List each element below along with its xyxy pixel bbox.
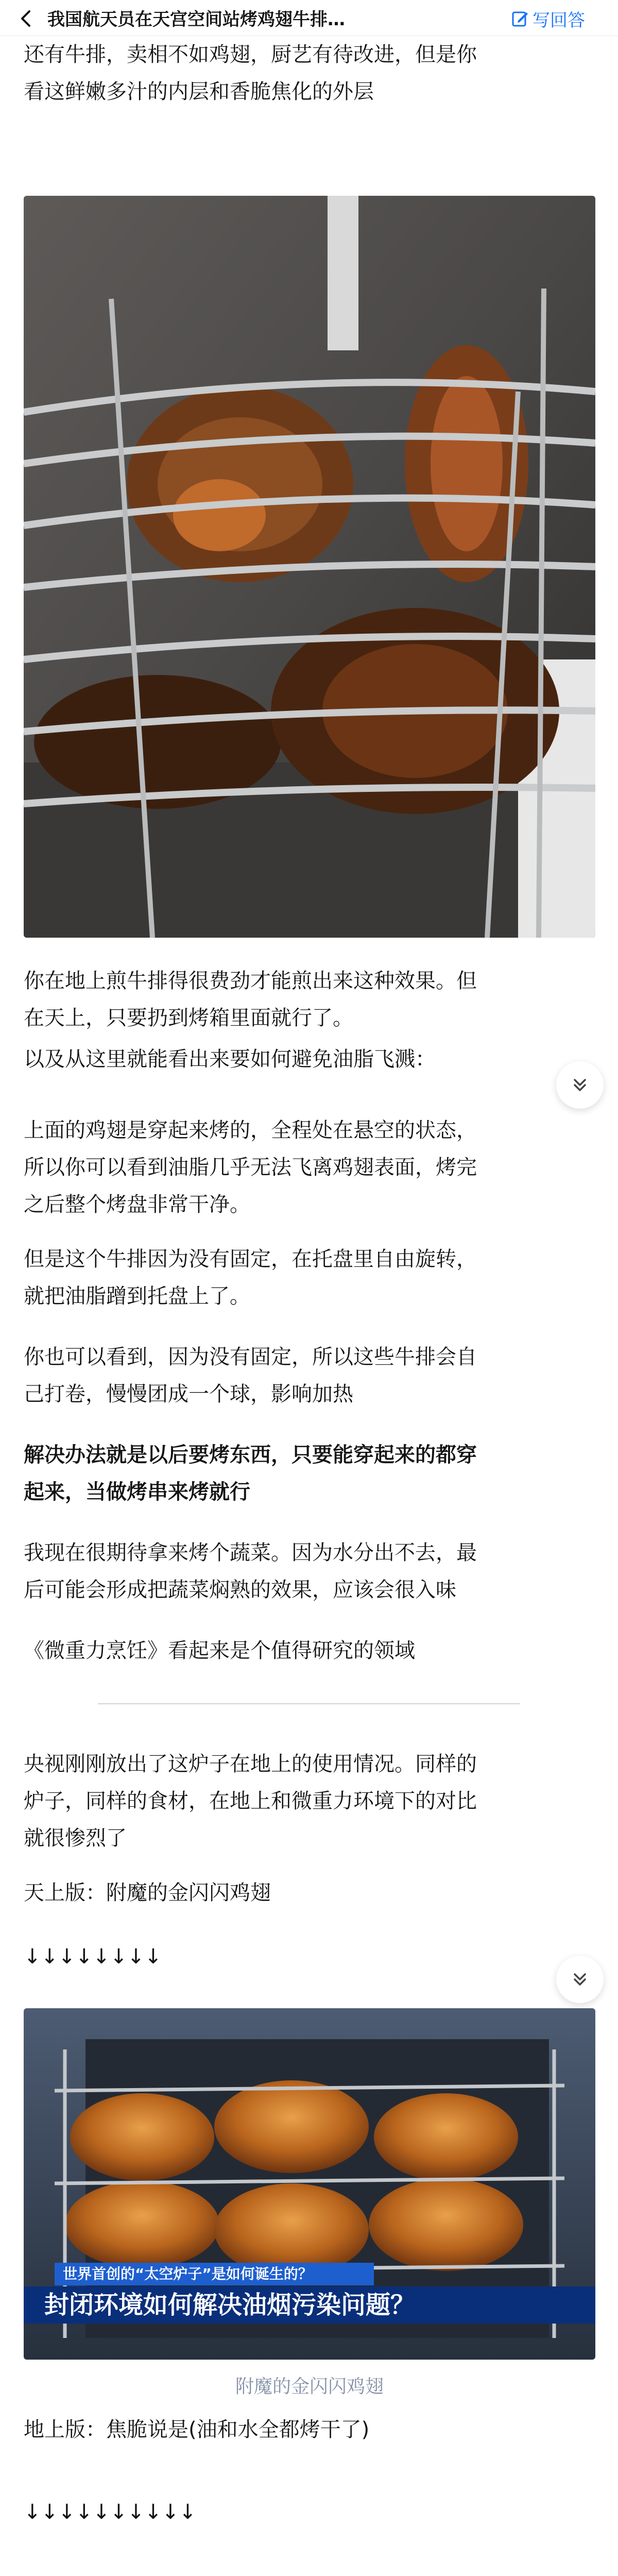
collapse-button[interactable]: [556, 1956, 604, 2003]
paragraph-3: [24, 1041, 595, 1078]
double-chevron-down-icon: [571, 1076, 589, 1094]
top-bar: [0, 0, 618, 36]
write-answer-button[interactable]: [489, 7, 607, 30]
text-line: 以及从这里就能看出来要如何避免油脂飞溅：: [24, 1047, 436, 1071]
paragraph-4: [24, 1112, 595, 1223]
text-line: ↓↓↓↓↓↓↓↓: [24, 1945, 162, 1969]
text-line: 天上版：附魔的金闪闪鸡翅: [24, 1881, 271, 1905]
text-line: 之后整个烤盘非常干净。: [24, 1193, 250, 1216]
paragraph-1: [24, 36, 595, 110]
text-line: 在天上，只要扔到烤箱里面就行了。: [24, 1006, 353, 1030]
text-line: 看这鲜嫩多汁的内层和香脆焦化的外层: [24, 80, 374, 104]
double-chevron-down-icon: [571, 1970, 589, 1989]
text-line: 还有牛排，卖相不如鸡翅，厨艺有待改进，但是你: [24, 43, 477, 66]
caption-big: 封闭环境如何解决油烟污染问题？: [24, 2286, 595, 2324]
arrows-2: [24, 2494, 595, 2531]
paragraph-7-bold: [24, 1436, 595, 1511]
text-line: ↓↓↓↓↓↓↓↓↓↓: [24, 2500, 197, 2524]
caption-small: 世界首创的“太空炉子”是如何诞生的？: [55, 2263, 374, 2285]
text-line: 央视刚刚放出了这炉子在地上的使用情况。同样的: [24, 1752, 477, 1776]
text-line: 就很惨烈了: [24, 1826, 127, 1850]
text-line: 上面的鸡翅是穿起来烤的，全程处在悬空的状态，: [24, 1118, 477, 1142]
collapse-button[interactable]: [556, 1061, 604, 1109]
text-line: 你也可以看到，因为没有固定，所以这些牛排会自: [24, 1345, 477, 1369]
paragraph-10: [24, 1745, 595, 1857]
paragraph-5: [24, 1241, 595, 1315]
text-line: 解决办法就是以后要烤东西，只要能穿起来的都穿: [24, 1443, 477, 1467]
text-line: 我现在很期待拿来烤个蔬菜。因为水分出不去，最: [24, 1541, 477, 1565]
text-line: 你在地上煎牛排得很费劲才能煎出来这种效果。但: [24, 969, 477, 993]
write-answer-label: 写回答: [533, 10, 585, 31]
paragraph-6: [24, 1338, 595, 1413]
question-title[interactable]: 我国航天员在天宫空间站烤鸡翅牛排…: [47, 9, 345, 30]
text-line: 《微重力烹饪》看起来是个值得研究的领域: [24, 1639, 415, 1663]
text-line: 起来，当做烤串来烤就行: [24, 1480, 250, 1504]
paragraph-12: [24, 2411, 595, 2448]
edit-icon: [511, 9, 529, 28]
paragraph-8: [24, 1534, 595, 1608]
paragraph-2: [24, 962, 595, 1037]
text-line: 炉子，同样的食材，在地上和微重力环境下的对比: [24, 1789, 477, 1813]
text-line: 就把油脂蹭到托盘上了。: [24, 1284, 250, 1308]
text-line: 但是这个牛排因为没有固定，在托盘里自由旋转，: [24, 1247, 477, 1271]
steak-grill-photo[interactable]: [24, 196, 595, 938]
paragraph-11: [24, 1874, 595, 1911]
text-line: 所以你可以看到油脂几乎无法飞离鸡翅表面，烤完: [24, 1156, 477, 1179]
chevron-left-icon: [20, 10, 31, 27]
image-caption: 附魔的金闪闪鸡翅: [235, 2376, 384, 2397]
divider: [98, 1703, 520, 1704]
text-line: 后可能会形成把蔬菜焖熟的效果，应该会很入味: [24, 1578, 456, 1602]
arrows-1: [24, 1938, 595, 1975]
text-line: 地上版：焦脆说是(油和水全都烤干了): [24, 2418, 370, 2442]
space-chicken-wings-photo[interactable]: [24, 2008, 595, 2360]
paragraph-9: [24, 1632, 595, 1669]
text-line: 己打卷，慢慢团成一个球，影响加热: [24, 1382, 353, 1406]
back-button[interactable]: [15, 8, 36, 29]
